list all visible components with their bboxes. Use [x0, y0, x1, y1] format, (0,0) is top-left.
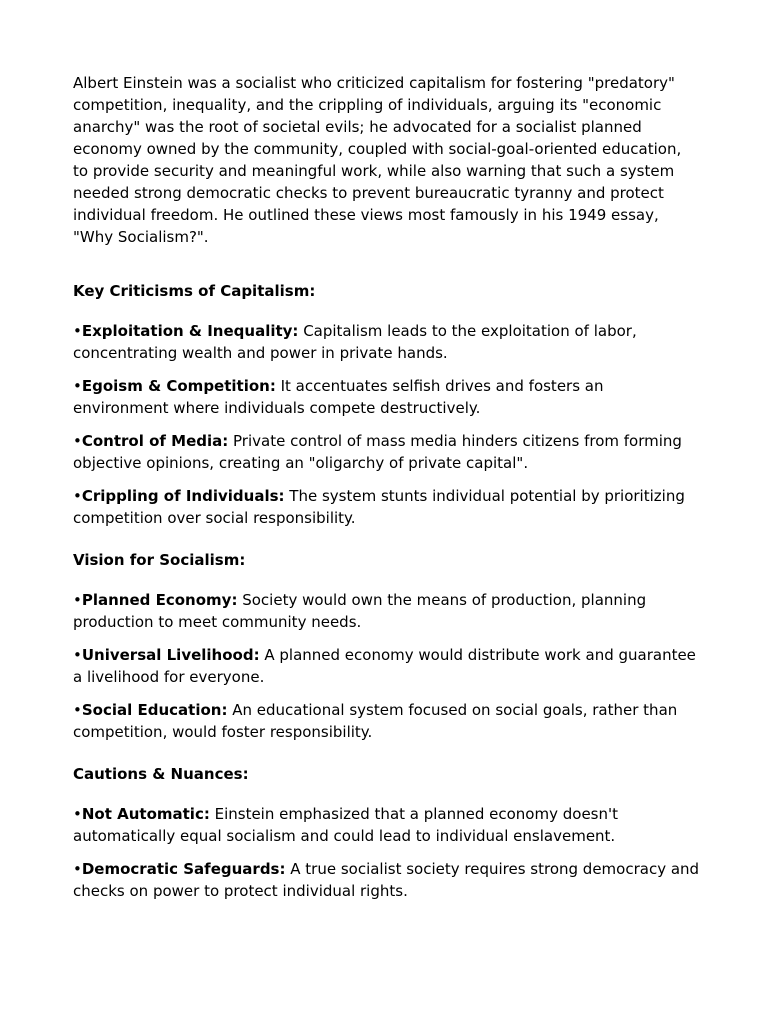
list-item: [73, 430, 701, 474]
list-item: [73, 699, 701, 743]
section-vision: [73, 549, 701, 743]
bullet: •: [73, 805, 82, 823]
item-term: Democratic Safeguards:: [81, 860, 286, 878]
list-item: [73, 644, 701, 688]
list-item: [73, 485, 701, 529]
item-term: Crippling of Individuals:: [81, 487, 285, 505]
item-term: Egoism & Competition:: [81, 377, 276, 395]
list-item: [73, 858, 701, 902]
section-heading: Vision for Socialism:: [73, 551, 246, 569]
item-text: Capitalism leads to the exploitation of labor, concentrating wealth and power in private hands.: [73, 322, 637, 362]
bullet: •: [73, 591, 82, 609]
item-term: Universal Livelihood:: [81, 646, 260, 664]
bullet: •: [73, 432, 82, 450]
list-item: [73, 803, 701, 847]
item-text: Society would own the means of production, planning production to meet community needs.: [73, 591, 647, 631]
item-text: An educational system focused on social goals, rather than competition, would foster responsibility.: [73, 701, 678, 741]
section-heading: Key Criticisms of Capitalism:: [73, 282, 316, 300]
list-item: [73, 589, 701, 633]
item-text: The system stunts individual potential by prioritizing competition over social responsibility.: [73, 487, 685, 527]
item-term: Exploitation & Inequality:: [81, 322, 299, 340]
list-item: [73, 375, 701, 419]
item-text: Private control of mass media hinders citizens from forming objective opinions, creating an "oligarchy of private capital".: [73, 432, 682, 472]
section-heading: Cautions & Nuances:: [73, 765, 249, 783]
bullet: •: [73, 487, 82, 505]
bullet: •: [73, 377, 82, 395]
document-body: [73, 72, 701, 922]
item-term: Control of Media:: [81, 432, 229, 450]
item-text: Einstein emphasized that a planned economy doesn't automatically equal socialism and could lead to individual enslavement.: [73, 805, 618, 845]
bullet: •: [73, 322, 82, 340]
bullet: •: [73, 646, 82, 664]
list-item: [73, 320, 701, 364]
intro-paragraph: Albert Einstein was a socialist who criticized capitalism for fostering "predatory" competition, inequality, and the crippling of individuals, arguing its "economic anarchy" was the root of societal evils; he advocated for a socialist planned economy owned by the community, coupled with social-goal-oriented education, to provide security and meaningful work, while also warning that such a system needed strong democratic checks to prevent bureaucratic tyranny and protect individual freedom. He outlined these views most famously in his 1949 essay, "Why Socialism?".: [73, 74, 682, 246]
bullet: •: [73, 701, 82, 719]
item-text: A true socialist society requires strong democracy and checks on power to protect individual rights.: [73, 860, 700, 900]
section-cautions: [73, 763, 701, 902]
item-text: It accentuates selfish drives and fosters an environment where individuals compete destructively.: [73, 377, 604, 417]
item-term: Planned Economy:: [81, 591, 238, 609]
item-term: Not Automatic:: [81, 805, 210, 823]
item-text: A planned economy would distribute work and guarantee a livelihood for everyone.: [73, 646, 696, 686]
bullet: •: [73, 860, 82, 878]
item-term: Social Education:: [81, 701, 228, 719]
section-criticisms: [73, 280, 701, 529]
